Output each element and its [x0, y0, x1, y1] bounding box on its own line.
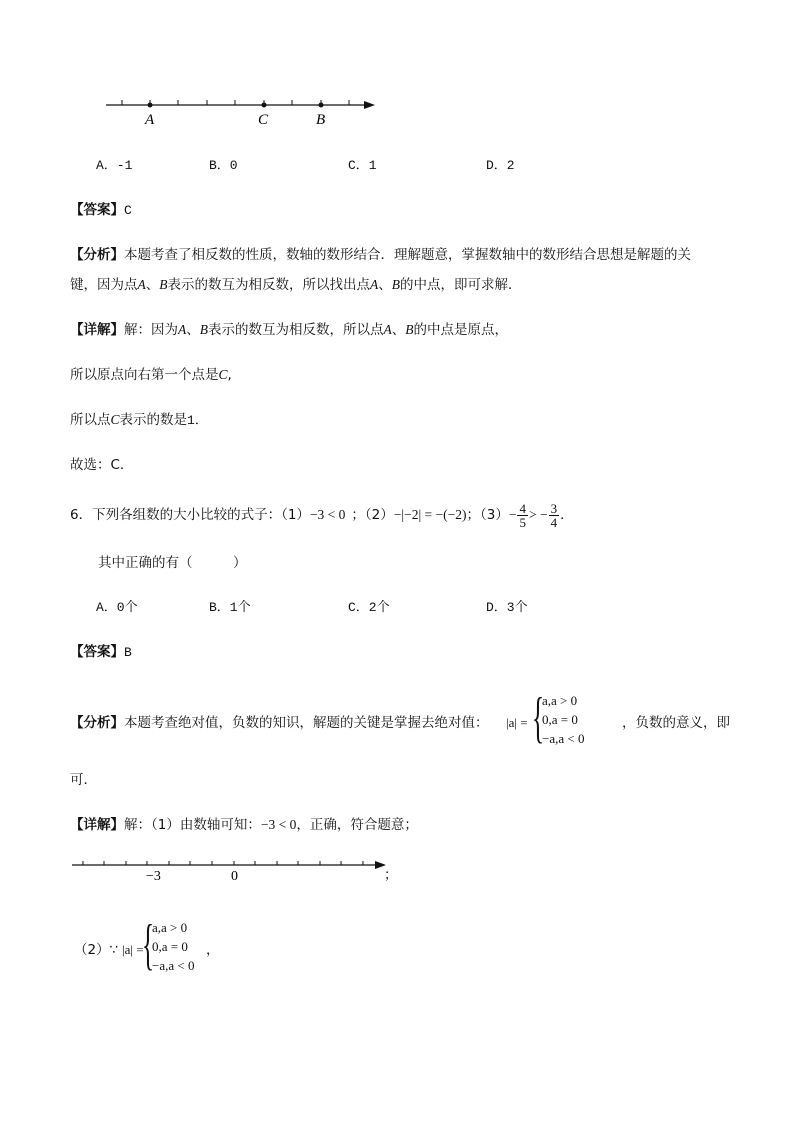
q6-analysis-line-1 [70, 714, 489, 732]
q5-analysis-line-1 [70, 246, 691, 264]
analysis-tag: 【分析】 [70, 715, 124, 731]
detail-text: 的中点是原点， [413, 322, 508, 338]
point-a: A [383, 322, 392, 337]
analysis-text: 的中点，即可求解． [400, 277, 522, 293]
point-c-dot [262, 103, 267, 108]
point-c-label: C [258, 112, 269, 128]
number-line-arrow [364, 101, 375, 109]
q5-answer [70, 201, 132, 220]
answer-tag: 【答案】 [70, 202, 124, 218]
point-b-label: B [316, 112, 326, 128]
q6-option-a: A．0个 [96, 600, 138, 615]
separator: 、 [145, 277, 160, 293]
question-text: 6．下列各组数的大小比较的式子： [70, 507, 282, 523]
separator: 、 [391, 322, 406, 338]
q6-stem [70, 500, 574, 530]
point-b: B [391, 277, 400, 292]
detail-text: 所以点 [70, 412, 111, 428]
expr-label: （2） [364, 507, 394, 523]
detail-text: 所以原点向右第一个点是 [70, 367, 219, 383]
point-b: B [405, 322, 414, 337]
fraction-three-fourths [549, 502, 560, 529]
q6-analysis-line-2: 可． [70, 772, 97, 788]
detail-text: , [227, 367, 232, 383]
detail-text: ，正确，符合题意； [296, 817, 418, 833]
point-b-dot [319, 103, 324, 108]
q6-detail-line-2-label: （2）∵ [74, 942, 119, 958]
q5-detail-line-3 [70, 411, 208, 430]
point-a: A [370, 277, 379, 292]
abs-def-brace-2: { [142, 914, 155, 976]
q6-analysis-cont: ，负数的意义，即 [622, 715, 730, 731]
q5-detail-line-1 [70, 321, 508, 339]
separator: ； [351, 507, 365, 523]
detail-math: −3 < 0 [260, 817, 297, 832]
point-a: A [137, 277, 146, 292]
detail-text: 表示的数是 [119, 412, 188, 428]
answer-tag: 【答案】 [70, 644, 124, 660]
numerator: 3 [550, 500, 558, 516]
detail-tag: 【详解】 [70, 322, 124, 338]
point-c: C [110, 412, 120, 427]
abs-def-cases-2 [152, 918, 194, 975]
detail-text: 解：因为 [124, 322, 178, 338]
q6-option-c: C．2个 [348, 600, 390, 615]
abs-def-lhs-2: |a| = [122, 942, 144, 957]
q5-detail-line-2 [70, 366, 232, 384]
abs-def-lhs: |a| = [506, 715, 528, 730]
detail-text: 故选：C． [70, 457, 134, 473]
q5-option-a: A．-1 [96, 158, 133, 173]
point-b: B [199, 322, 208, 337]
number-line-ticks [122, 100, 349, 105]
separator: ； [466, 507, 480, 523]
abs-def-brace: { [532, 687, 545, 749]
q6-option-b: B．1个 [209, 600, 251, 615]
point-a: A [178, 322, 187, 337]
tick-label-zero: 0 [231, 869, 238, 884]
case-zero: 0,a = 0 [542, 712, 578, 727]
case-positive: a,a > 0 [152, 920, 188, 935]
expr-label: （3） [479, 507, 509, 523]
analysis-text: 表示的数互为相反数，所以找出点 [167, 277, 370, 293]
expr-label: （1） [281, 507, 310, 523]
expr-1: −3 < 0 [309, 507, 346, 522]
q5-analysis-line-2 [70, 276, 522, 294]
q6-option-d: D．3个 [486, 600, 528, 615]
answer-value: C [124, 203, 132, 218]
detail-tag: 【详解】 [70, 817, 124, 833]
detail-text: 解：（1）由数轴可知： [124, 817, 261, 833]
case-negative: −a,a < 0 [542, 731, 585, 746]
analysis-text: 本题考查了相反数的性质，数轴的数形结合．理解题意，掌握数轴中的数形结合思想是解题的关 [124, 247, 691, 263]
analysis-tag: 【分析】 [70, 247, 124, 263]
numerator: 4 [519, 500, 526, 516]
detail-value: 1． [187, 413, 208, 428]
point-a-dot [148, 103, 153, 108]
q6-sub-question: 其中正确的有（ ） [98, 555, 247, 571]
q6-answer [70, 643, 132, 662]
abs-def-cases [542, 691, 584, 748]
number-line-2-end: ； [384, 867, 398, 883]
denominator: 5 [519, 514, 526, 530]
answer-value: B [124, 645, 132, 660]
case-negative: −a,a < 0 [152, 958, 195, 973]
q6-detail-line-2-end: ， [206, 942, 220, 958]
point-b: B [159, 277, 168, 292]
tick-label-minus3: −3 [146, 869, 161, 884]
q5-detail-line-4 [70, 456, 133, 474]
analysis-text: 键，因为点 [70, 277, 138, 293]
separator: 、 [186, 322, 200, 338]
q6-detail-line-1 [70, 816, 418, 834]
point-c: C [218, 367, 228, 382]
q5-option-b: B．0 [209, 158, 238, 173]
expr-3-minus: − [508, 507, 517, 522]
case-positive: a,a > 0 [542, 693, 578, 708]
separator: 、 [378, 277, 392, 293]
analysis-text: 本题考查绝对值，负数的知识，解题的关键是掌握去绝对值： [124, 715, 489, 731]
q5-option-d: D．2 [486, 158, 515, 173]
denominator: 4 [550, 514, 558, 530]
expr-3-end: ． [560, 507, 574, 523]
number-line-abc [100, 92, 390, 132]
q5-option-c: C．1 [348, 158, 377, 173]
fraction-four-fifths [517, 502, 528, 529]
point-a-label: A [145, 112, 155, 128]
case-zero: 0,a = 0 [152, 939, 188, 954]
expr-2: −|−2| = −(−2) [393, 507, 467, 522]
detail-text: 表示的数互为相反数，所以点 [208, 322, 384, 338]
expr-3-compare: > − [528, 507, 548, 522]
number-line-minus3-0 [68, 856, 398, 886]
